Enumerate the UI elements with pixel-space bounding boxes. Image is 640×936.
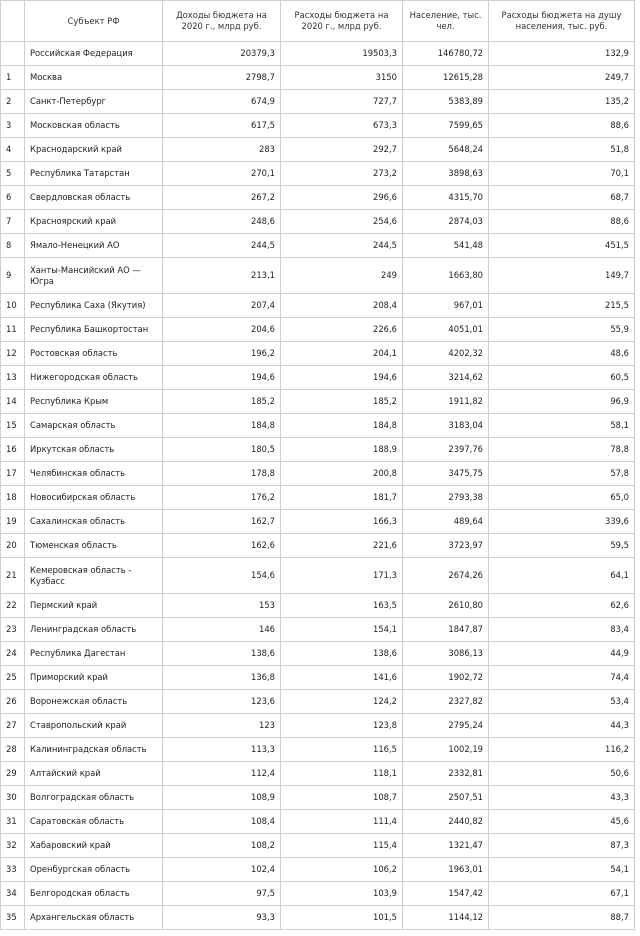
population-value: 2674,26 — [403, 558, 489, 594]
expense-value: 141,6 — [281, 666, 403, 690]
table-header — [1, 1, 635, 42]
region-name: Пермский край — [25, 594, 163, 618]
region-name: Оренбургская область — [25, 858, 163, 882]
population-value: 1144,12 — [403, 906, 489, 930]
expense-value: 194,6 — [281, 366, 403, 390]
expense-value: 108,7 — [281, 786, 403, 810]
row-number: 3 — [1, 114, 25, 138]
region-name: Челябинская область — [25, 462, 163, 486]
population-value: 2397,76 — [403, 438, 489, 462]
per-capita-value: 88,7 — [489, 906, 635, 930]
per-capita-value: 58,1 — [489, 414, 635, 438]
per-capita-value: 51,8 — [489, 138, 635, 162]
income-value: 97,5 — [163, 882, 281, 906]
table-row — [1, 738, 635, 762]
table-row — [1, 186, 635, 210]
income-value: 184,8 — [163, 414, 281, 438]
income-value: 123,6 — [163, 690, 281, 714]
expense-value: 124,2 — [281, 690, 403, 714]
population-value: 3183,04 — [403, 414, 489, 438]
row-number: 30 — [1, 786, 25, 810]
income-value: 213,1 — [163, 258, 281, 294]
population-value: 3898,63 — [403, 162, 489, 186]
row-number: 29 — [1, 762, 25, 786]
income-value: 162,7 — [163, 510, 281, 534]
population-value: 4202,32 — [403, 342, 489, 366]
income-value: 108,4 — [163, 810, 281, 834]
income-value: 204,6 — [163, 318, 281, 342]
income-value: 194,6 — [163, 366, 281, 390]
table-row — [1, 414, 635, 438]
region-name: Краснодарский край — [25, 138, 163, 162]
table-row — [1, 138, 635, 162]
expense-value: 163,5 — [281, 594, 403, 618]
income-value: 617,5 — [163, 114, 281, 138]
per-capita-value: 70,1 — [489, 162, 635, 186]
per-capita-value: 135,2 — [489, 90, 635, 114]
header-region: Субъект РФ — [25, 1, 163, 42]
per-capita-value: 44,3 — [489, 714, 635, 738]
population-value: 1902,72 — [403, 666, 489, 690]
header-per-capita: Расходы бюджета на душу населения, тыс. руб. — [489, 1, 635, 42]
expense-value: 181,7 — [281, 486, 403, 510]
income-value: 20379,3 — [163, 42, 281, 66]
region-name: Архангельская область — [25, 906, 163, 930]
income-value: 207,4 — [163, 294, 281, 318]
population-value: 4051,01 — [403, 318, 489, 342]
population-value: 5383,89 — [403, 90, 489, 114]
expense-value: 19503,3 — [281, 42, 403, 66]
population-value: 146780,72 — [403, 42, 489, 66]
per-capita-value: 45,6 — [489, 810, 635, 834]
per-capita-value: 60,5 — [489, 366, 635, 390]
table-row — [1, 462, 635, 486]
header-number — [1, 1, 25, 42]
per-capita-value: 74,4 — [489, 666, 635, 690]
row-number: 35 — [1, 906, 25, 930]
table-row — [1, 618, 635, 642]
population-value: 967,01 — [403, 294, 489, 318]
row-number: 18 — [1, 486, 25, 510]
expense-value: 249 — [281, 258, 403, 294]
income-value: 283 — [163, 138, 281, 162]
income-value: 123 — [163, 714, 281, 738]
table-row — [1, 258, 635, 294]
expense-value: 727,7 — [281, 90, 403, 114]
expense-value: 226,6 — [281, 318, 403, 342]
region-name: Ленинградская область — [25, 618, 163, 642]
row-number: 27 — [1, 714, 25, 738]
table-row — [1, 162, 635, 186]
row-number — [1, 42, 25, 66]
income-value: 108,2 — [163, 834, 281, 858]
per-capita-value: 48,6 — [489, 342, 635, 366]
region-name: Воронежская область — [25, 690, 163, 714]
region-name: Российская Федерация — [25, 42, 163, 66]
row-number: 17 — [1, 462, 25, 486]
per-capita-value: 62,6 — [489, 594, 635, 618]
population-value: 1911,82 — [403, 390, 489, 414]
table-row — [1, 666, 635, 690]
per-capita-value: 64,1 — [489, 558, 635, 594]
table-row — [1, 834, 635, 858]
income-value: 112,4 — [163, 762, 281, 786]
row-number: 32 — [1, 834, 25, 858]
income-value: 108,9 — [163, 786, 281, 810]
table-body — [1, 42, 635, 930]
row-number: 21 — [1, 558, 25, 594]
population-value: 2795,24 — [403, 714, 489, 738]
table-row — [1, 858, 635, 882]
expense-value: 296,6 — [281, 186, 403, 210]
expense-value: 115,4 — [281, 834, 403, 858]
table-row — [1, 390, 635, 414]
expense-value: 116,5 — [281, 738, 403, 762]
region-name: Москва — [25, 66, 163, 90]
per-capita-value: 65,0 — [489, 486, 635, 510]
per-capita-value: 57,8 — [489, 462, 635, 486]
expense-value: 154,1 — [281, 618, 403, 642]
population-value: 2440,82 — [403, 810, 489, 834]
expense-value: 103,9 — [281, 882, 403, 906]
per-capita-value: 55,9 — [489, 318, 635, 342]
population-value: 2874,03 — [403, 210, 489, 234]
table-row — [1, 510, 635, 534]
expense-value: 673,3 — [281, 114, 403, 138]
row-number: 22 — [1, 594, 25, 618]
region-name: Новосибирская область — [25, 486, 163, 510]
row-number: 10 — [1, 294, 25, 318]
per-capita-value: 339,6 — [489, 510, 635, 534]
per-capita-value: 67,1 — [489, 882, 635, 906]
population-value: 541,48 — [403, 234, 489, 258]
table-row — [1, 90, 635, 114]
per-capita-value: 54,1 — [489, 858, 635, 882]
expense-value: 111,4 — [281, 810, 403, 834]
table-row — [1, 594, 635, 618]
table-row — [1, 114, 635, 138]
row-number: 6 — [1, 186, 25, 210]
per-capita-value: 87,3 — [489, 834, 635, 858]
row-number: 34 — [1, 882, 25, 906]
income-value: 180,5 — [163, 438, 281, 462]
expense-value: 208,4 — [281, 294, 403, 318]
region-name: Хабаровский край — [25, 834, 163, 858]
region-name: Республика Саха (Якутия) — [25, 294, 163, 318]
per-capita-value: 83,4 — [489, 618, 635, 642]
region-name: Ростовская область — [25, 342, 163, 366]
income-value: 146 — [163, 618, 281, 642]
row-number: 33 — [1, 858, 25, 882]
table-row — [1, 810, 635, 834]
income-value: 93,3 — [163, 906, 281, 930]
expense-value: 171,3 — [281, 558, 403, 594]
header-population: Население, тыс. чел. — [403, 1, 489, 42]
table-row — [1, 366, 635, 390]
expense-value: 273,2 — [281, 162, 403, 186]
income-value: 138,6 — [163, 642, 281, 666]
table-row — [1, 642, 635, 666]
income-value: 270,1 — [163, 162, 281, 186]
row-number: 9 — [1, 258, 25, 294]
population-value: 2507,51 — [403, 786, 489, 810]
row-number: 14 — [1, 390, 25, 414]
expense-value: 184,8 — [281, 414, 403, 438]
per-capita-value: 149,7 — [489, 258, 635, 294]
expense-value: 185,2 — [281, 390, 403, 414]
population-value: 1321,47 — [403, 834, 489, 858]
income-value: 185,2 — [163, 390, 281, 414]
region-name: Республика Дагестан — [25, 642, 163, 666]
per-capita-value: 215,5 — [489, 294, 635, 318]
row-number: 16 — [1, 438, 25, 462]
region-name: Алтайский край — [25, 762, 163, 786]
table-row — [1, 66, 635, 90]
income-value: 176,2 — [163, 486, 281, 510]
expense-value: 166,3 — [281, 510, 403, 534]
population-value: 489,64 — [403, 510, 489, 534]
per-capita-value: 132,9 — [489, 42, 635, 66]
row-number: 2 — [1, 90, 25, 114]
expense-value: 204,1 — [281, 342, 403, 366]
population-value: 4315,70 — [403, 186, 489, 210]
per-capita-value: 59,5 — [489, 534, 635, 558]
row-number: 12 — [1, 342, 25, 366]
population-value: 2332,81 — [403, 762, 489, 786]
expense-value: 244,5 — [281, 234, 403, 258]
row-number: 13 — [1, 366, 25, 390]
per-capita-value: 78,8 — [489, 438, 635, 462]
income-value: 2798,7 — [163, 66, 281, 90]
per-capita-value: 68,7 — [489, 186, 635, 210]
region-name: Нижегородская область — [25, 366, 163, 390]
expense-value: 200,8 — [281, 462, 403, 486]
row-number: 24 — [1, 642, 25, 666]
row-number: 31 — [1, 810, 25, 834]
row-number: 4 — [1, 138, 25, 162]
row-number: 5 — [1, 162, 25, 186]
expense-value: 118,1 — [281, 762, 403, 786]
population-value: 1963,01 — [403, 858, 489, 882]
income-value: 178,8 — [163, 462, 281, 486]
per-capita-value: 116,2 — [489, 738, 635, 762]
table-row — [1, 438, 635, 462]
expense-value: 292,7 — [281, 138, 403, 162]
region-name: Красноярский край — [25, 210, 163, 234]
header-income: Доходы бюджета на 2020 г., млрд руб. — [163, 1, 281, 42]
table-row — [1, 882, 635, 906]
income-value: 153 — [163, 594, 281, 618]
region-name: Иркутская область — [25, 438, 163, 462]
population-value: 5648,24 — [403, 138, 489, 162]
income-value: 154,6 — [163, 558, 281, 594]
table-row — [1, 558, 635, 594]
income-value: 267,2 — [163, 186, 281, 210]
expense-value: 188,9 — [281, 438, 403, 462]
row-number: 15 — [1, 414, 25, 438]
population-value: 3086,13 — [403, 642, 489, 666]
region-name: Республика Башкортостан — [25, 318, 163, 342]
table-row — [1, 690, 635, 714]
region-name: Санкт-Петербург — [25, 90, 163, 114]
per-capita-value: 50,6 — [489, 762, 635, 786]
income-value: 136,8 — [163, 666, 281, 690]
row-number: 19 — [1, 510, 25, 534]
per-capita-value: 44,9 — [489, 642, 635, 666]
income-value: 113,3 — [163, 738, 281, 762]
income-value: 102,4 — [163, 858, 281, 882]
table-row — [1, 486, 635, 510]
region-name: Кемеровская область - Кузбасс — [25, 558, 163, 594]
region-name: Ямало-Ненецкий АО — [25, 234, 163, 258]
population-value: 2610,80 — [403, 594, 489, 618]
row-number: 26 — [1, 690, 25, 714]
row-number: 11 — [1, 318, 25, 342]
income-value: 162,6 — [163, 534, 281, 558]
population-value: 1547,42 — [403, 882, 489, 906]
population-value: 1663,80 — [403, 258, 489, 294]
table-row — [1, 762, 635, 786]
per-capita-value: 96,9 — [489, 390, 635, 414]
region-name: Приморский край — [25, 666, 163, 690]
table-row — [1, 234, 635, 258]
population-value: 7599,65 — [403, 114, 489, 138]
table-row — [1, 318, 635, 342]
header-expense: Расходы бюджета на 2020 г., млрд руб. — [281, 1, 403, 42]
row-number: 23 — [1, 618, 25, 642]
row-number: 1 — [1, 66, 25, 90]
income-value: 196,2 — [163, 342, 281, 366]
per-capita-value: 43,3 — [489, 786, 635, 810]
expense-value: 3150 — [281, 66, 403, 90]
table-row — [1, 294, 635, 318]
population-value: 2793,38 — [403, 486, 489, 510]
population-value: 3723,97 — [403, 534, 489, 558]
income-value: 674,9 — [163, 90, 281, 114]
region-name: Ханты-Мансийский АО — Югра — [25, 258, 163, 294]
table-row — [1, 210, 635, 234]
row-number: 25 — [1, 666, 25, 690]
table-row — [1, 342, 635, 366]
per-capita-value: 88,6 — [489, 114, 635, 138]
expense-value: 123,8 — [281, 714, 403, 738]
expense-value: 101,5 — [281, 906, 403, 930]
per-capita-value: 88,6 — [489, 210, 635, 234]
region-name: Белгородская область — [25, 882, 163, 906]
region-name: Сахалинская область — [25, 510, 163, 534]
income-value: 244,5 — [163, 234, 281, 258]
region-name: Республика Татарстан — [25, 162, 163, 186]
region-name: Московская область — [25, 114, 163, 138]
region-name: Тюменская область — [25, 534, 163, 558]
row-number: 28 — [1, 738, 25, 762]
population-value: 1002,19 — [403, 738, 489, 762]
row-number: 7 — [1, 210, 25, 234]
expense-value: 254,6 — [281, 210, 403, 234]
row-number: 8 — [1, 234, 25, 258]
table-row — [1, 534, 635, 558]
per-capita-value: 249,7 — [489, 66, 635, 90]
region-name: Свердловская область — [25, 186, 163, 210]
region-name: Республика Крым — [25, 390, 163, 414]
expense-value: 138,6 — [281, 642, 403, 666]
table-row — [1, 42, 635, 66]
region-name: Волгоградская область — [25, 786, 163, 810]
table-row — [1, 714, 635, 738]
population-value: 12615,28 — [403, 66, 489, 90]
per-capita-value: 451,5 — [489, 234, 635, 258]
population-value: 2327,82 — [403, 690, 489, 714]
table-row — [1, 906, 635, 930]
region-name: Самарская область — [25, 414, 163, 438]
region-name: Ставропольский край — [25, 714, 163, 738]
row-number: 20 — [1, 534, 25, 558]
region-name: Калининградская область — [25, 738, 163, 762]
population-value: 3214,62 — [403, 366, 489, 390]
population-value: 3475,75 — [403, 462, 489, 486]
table-row — [1, 786, 635, 810]
income-value: 248,6 — [163, 210, 281, 234]
population-value: 1847,87 — [403, 618, 489, 642]
expense-value: 106,2 — [281, 858, 403, 882]
region-name: Саратовская область — [25, 810, 163, 834]
per-capita-value: 53,4 — [489, 690, 635, 714]
expense-value: 221,6 — [281, 534, 403, 558]
header-row — [1, 1, 635, 42]
